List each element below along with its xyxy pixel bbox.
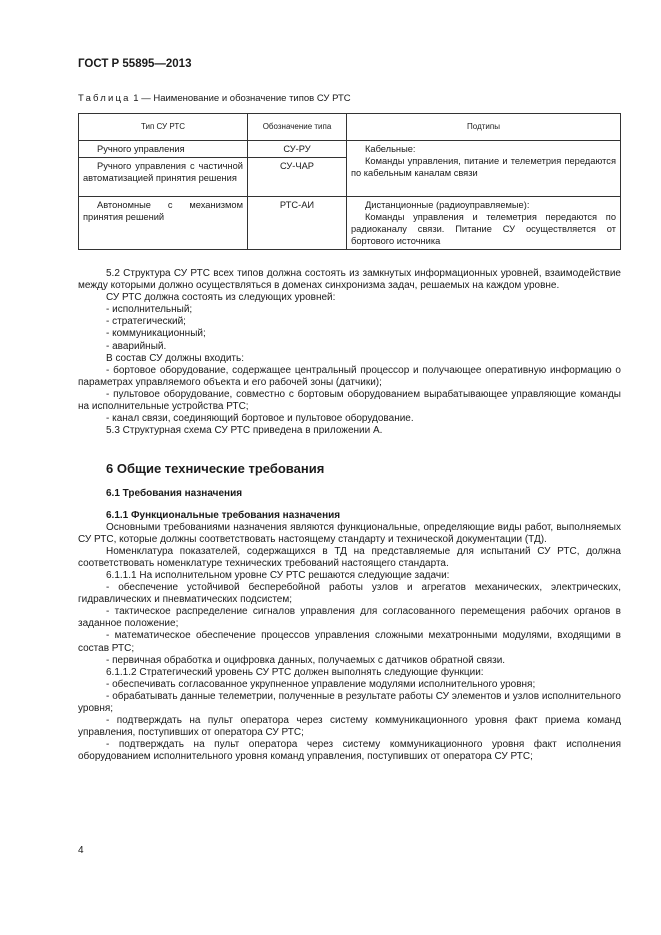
header-type: Тип СУ РТС [79, 114, 248, 141]
code-cell: СУ-РУ [248, 141, 347, 158]
list-item: - исполнительный; [106, 304, 193, 316]
type-cell: Автономные с механизмом принятия решений [79, 197, 248, 250]
paragraph: Основными требованиями назначения являются функциональные, определяющие виды работ, выполняемых СУ РТС, которые должны соответствовать настоящему стандарту и технической документации (ТД). [78, 521, 621, 545]
body-text [78, 268, 621, 763]
page-number: 4 [78, 845, 84, 856]
type-cell: Ручного управления с частичной автоматизацией принятия решения [79, 158, 248, 197]
cable-title: Кабельные: [365, 144, 416, 154]
list-item: - коммуникационный; [106, 328, 206, 340]
list-item: - пультовое оборудование, совместно с бортовым оборудованием вырабатывающее управляющие команды на исполнительные устройства РТС; [78, 388, 621, 413]
subtypes-cable-cell [347, 141, 621, 197]
list-item: - аварийный. [106, 340, 167, 352]
table-caption [78, 93, 351, 104]
subtypes-radio-cell [347, 197, 621, 250]
paragraph: Номенклатура показателей, содержащихся в ТД на представляемые для испытаний СУ РТС, должна соответствовать номенклатуре технических требований настоящего стандарта. [78, 545, 621, 569]
document-header: ГОСТ Р 55895—2013 [78, 58, 192, 70]
list-item: - бортовое оборудование, содержащее центральный процессор и получающее оперативную информацию о параметрах управляемого объекта и его рабочей зоны (датчики); [78, 364, 621, 388]
table-row [79, 197, 621, 250]
list-item: - первичная обработка и оцифровка данных, получаемых с датчиков обратной связи. [106, 654, 506, 666]
subsection-heading: 6.1 Требования назначения [106, 488, 243, 500]
paragraph: 6.1.1.2 Стратегический уровень СУ РТС должен выполнять следующие функции: [106, 666, 484, 678]
section-heading: 6 Общие технические требования [106, 461, 325, 477]
radio-title: Дистанционные (радиоуправляемые): [365, 200, 530, 210]
paragraph: 5.3 Структурная схема СУ РТС приведена в приложении А. [106, 425, 383, 437]
table-row [79, 141, 621, 158]
list-item: - подтверждать на пульт оператора через систему коммуникационного уровня факт приема команд управления, поступивших от оператора СУ РТС; [78, 715, 621, 739]
subsubsection-heading: 6.1.1 Функциональные требования назначения [106, 509, 341, 521]
list-item: - обеспечение устойчивой бесперебойной работы узлов и агрегатов механических, электрических, гидравлических и пневматических подсистем; [78, 582, 621, 606]
header-code: Обозначение типа [248, 114, 347, 141]
list-item: - подтверждать на пульт оператора через систему коммуникационного уровня факт исполнения оборудованием исполнительного уровня команд управления, поступивших от оператора СУ РТС; [78, 739, 621, 763]
list-item: - канал связи, соединяющий бортовое и пультовое оборудование. [106, 413, 414, 425]
list-item: - тактическое распределение сигналов управления для согласованного перемещения рабочих органов в заданное положение; [78, 606, 621, 630]
code-cell: РТС-АИ [248, 197, 347, 250]
table-caption-text: 1 — Наименование и обозначение типов СУ РТС [130, 93, 351, 104]
paragraph: В состав СУ должны входить: [106, 352, 244, 364]
radio-text: Команды управления и телеметрия передаются по радиоканалу связи. Питание СУ осуществляется от бортового источника [351, 212, 616, 246]
paragraph: 6.1.1.1 На исполнительном уровне СУ РТС решаются следующие задачи: [106, 569, 450, 581]
list-item: - стратегический; [106, 316, 186, 328]
list-item: - математическое обеспечение процессов управления сложными мехатронными модулями, входящими в состав РТС; [78, 630, 621, 654]
table-header-row [79, 114, 621, 141]
types-table [78, 113, 621, 250]
list-item: - обеспечивать согласованное укрупненное управление модулями исполнительного уровня; [106, 678, 536, 690]
type-cell: Ручного управления [79, 141, 248, 158]
header-subtypes: Подтипы [347, 114, 621, 141]
cable-text: Команды управления, питание и телеметрия передаются по кабельным каналам связи [351, 156, 616, 178]
table-caption-word: Таблица [78, 93, 131, 104]
list-item: - обрабатывать данные телеметрии, полученные в результате работы СУ элементов и узлов исполнительного уровня; [78, 690, 621, 714]
paragraph: 5.2 Структура СУ РТС всех типов должна состоять из замкнутых информационных уровней, взаимодействие между которыми должно осуществляться в доменах синхронизма задач, решаемых на каждом уровне. [78, 268, 621, 292]
code-cell: СУ-ЧАР [248, 158, 347, 197]
paragraph: СУ РТС должна состоять из следующих уровней: [106, 292, 336, 304]
